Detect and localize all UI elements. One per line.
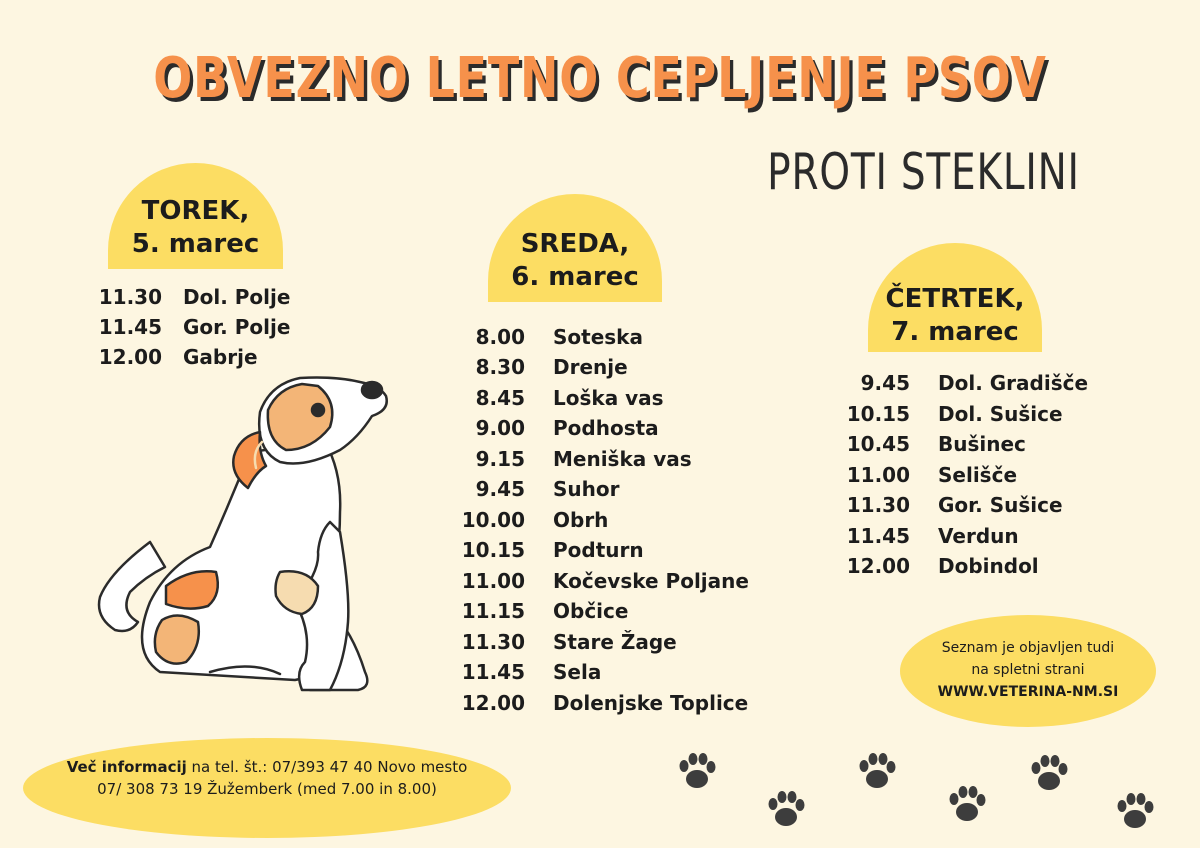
contact-info-line2: 07/ 308 73 19 Žužemberk (med 7.00 in 8.00) <box>97 780 437 798</box>
time: 8.00 <box>475 325 525 349</box>
website-url: WWW.VETERINA-NM.SI <box>937 684 1119 700</box>
day-header-thursday <box>868 243 1042 352</box>
time: 8.30 <box>475 355 525 379</box>
website-line1: Seznam je objavljen tudi <box>941 640 1115 656</box>
day-name: TOREK, <box>141 196 250 226</box>
website-notice <box>900 615 1156 727</box>
place: Obrh <box>553 508 609 532</box>
place: Dolenjske Toplice <box>553 691 749 715</box>
time: 8.45 <box>475 386 525 410</box>
day-date: 5. marec <box>131 229 260 259</box>
time: 11.45 <box>98 315 162 339</box>
time: 10.15 <box>461 538 525 562</box>
schedule-row <box>0 322 800 352</box>
contact-info-bold: Več informacij <box>66 758 187 776</box>
place: Bušinec <box>938 432 1026 456</box>
place: Dol. Sušice <box>938 402 1063 426</box>
place: Podhosta <box>553 416 659 440</box>
page-title: OBVEZNO LETNO CEPLJENJE PSOV <box>153 46 1047 111</box>
time: 10.00 <box>461 508 525 532</box>
paw-print-icon <box>856 752 898 792</box>
paw-print-icon <box>946 785 988 825</box>
place: Gabrje <box>183 345 258 369</box>
contact-info-line1: na tel. št.: 07/393 47 40 Novo mesto <box>186 758 468 776</box>
place: Podturn <box>553 538 644 562</box>
time: 11.00 <box>461 569 525 593</box>
time: 11.45 <box>461 660 525 684</box>
paw-print-icon <box>676 752 718 792</box>
time: 9.15 <box>475 447 525 471</box>
day-name: SREDA, <box>520 229 630 259</box>
paw-print-icon <box>1114 792 1156 832</box>
place: Suhor <box>553 477 620 501</box>
time: 10.15 <box>846 402 910 426</box>
time: 10.45 <box>846 432 910 456</box>
time: 9.45 <box>475 477 525 501</box>
place: Verdun <box>938 524 1019 548</box>
place: Stare Žage <box>553 630 677 654</box>
day-date: 6. marec <box>511 262 639 292</box>
place: Dol. Polje <box>183 285 291 309</box>
day-header-tuesday <box>108 163 283 269</box>
place: Drenje <box>553 355 628 379</box>
time: 11.30 <box>461 630 525 654</box>
time: 11.45 <box>846 524 910 548</box>
contact-info <box>23 738 511 838</box>
time: 12.00 <box>98 345 162 369</box>
place: Občice <box>553 599 629 623</box>
place: Gor. Sušice <box>938 493 1063 517</box>
time: 9.45 <box>860 371 910 395</box>
schedule-row <box>0 282 400 312</box>
paw-print-icon <box>765 790 807 830</box>
time: 12.00 <box>461 691 525 715</box>
place: Soteska <box>553 325 643 349</box>
place: Loška vas <box>553 386 664 410</box>
dog-icon <box>90 372 400 694</box>
place: Gor. Polje <box>183 315 291 339</box>
place: Dobindol <box>938 554 1039 578</box>
place: Dol. Gradišče <box>938 371 1089 395</box>
page-subtitle: PROTI STEKLINI <box>767 143 1080 201</box>
day-name: ČETRTEK, <box>885 284 1025 314</box>
time: 12.00 <box>846 554 910 578</box>
place: Kočevske Poljane <box>553 569 749 593</box>
place: Meniška vas <box>553 447 692 471</box>
paw-print-icon <box>1028 754 1070 794</box>
time: 11.30 <box>98 285 162 309</box>
website-line2: na spletni strani <box>971 662 1085 678</box>
day-date: 7. marec <box>891 317 1019 347</box>
place: Selišče <box>938 463 1018 487</box>
time: 9.00 <box>475 416 525 440</box>
place: Sela <box>553 660 602 684</box>
time: 11.15 <box>461 599 525 623</box>
time: 11.00 <box>846 463 910 487</box>
time: 11.30 <box>846 493 910 517</box>
day-header-wednesday <box>488 194 662 302</box>
